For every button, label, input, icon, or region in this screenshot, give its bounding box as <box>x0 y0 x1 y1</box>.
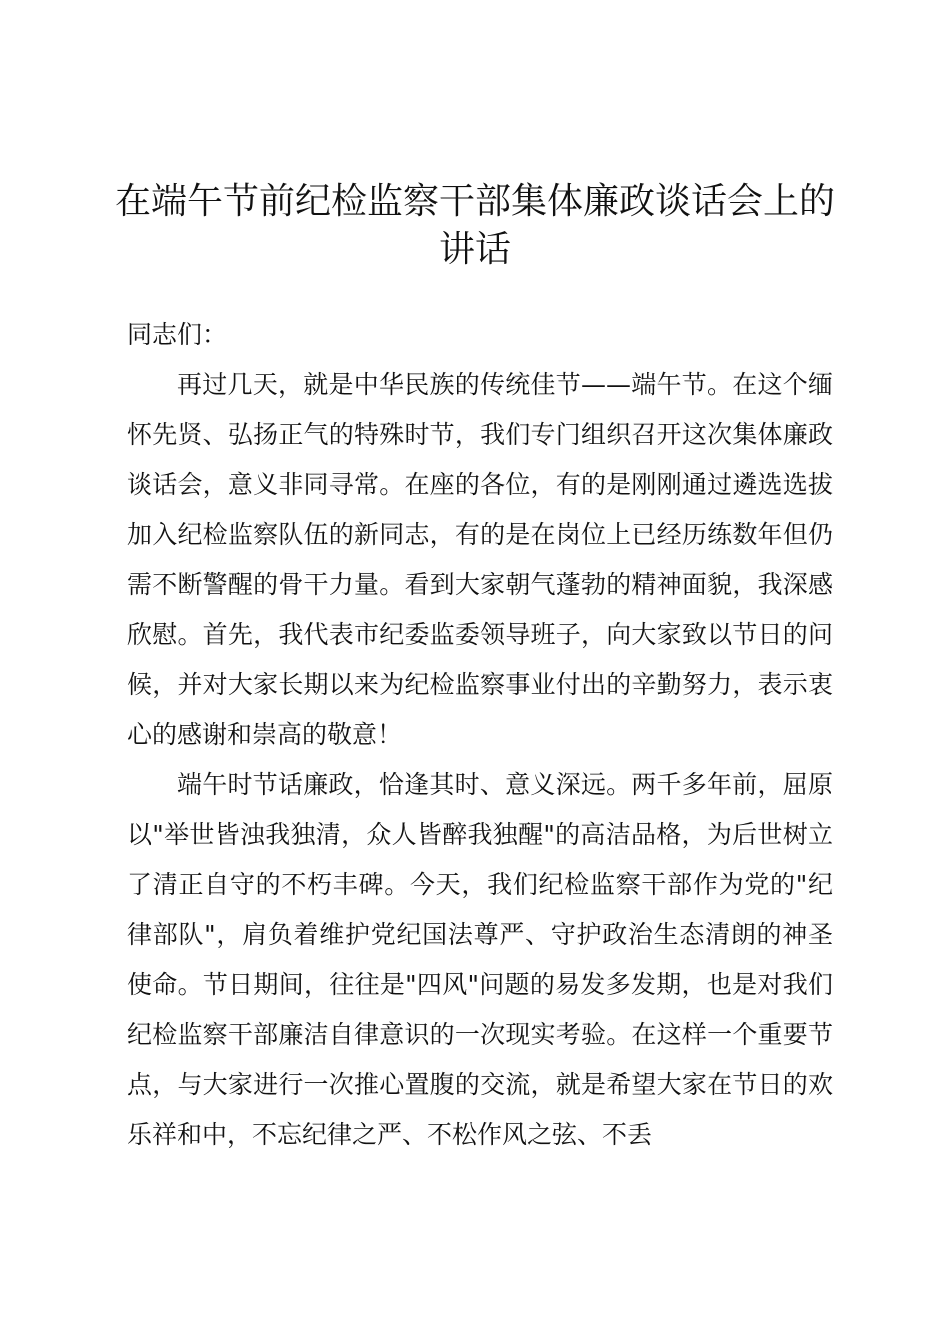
paragraph: 端午时节话廉政，恰逢其时、意义深远。两千多年前，屈原以"举世皆浊我独清，众人皆醉我独醒"的高洁品格，为后世树立了清正自守的不朽丰碑。今天，我们纪检监察干部作为党的"纪律部队"，肩负着维护党纪国法尊严、守护政治生态清朗的神圣使命。节日期间，往往是"四风"问题的易发多发期，也是对我们纪检监察干部廉洁自律意识的一次现实考验。在这样一个重要节点，与大家进行一次推心置腹的交流，就是希望大家在节日的欢乐祥和中，不忘纪律之严、不松作风之弦、不丢 <box>127 770 833 1149</box>
salutation: 同志们： <box>127 320 228 349</box>
paragraph: 再过几天，就是中华民族的传统佳节——端午节。在这个缅怀先贤、弘扬正气的特殊时节，我们专门组织召开这次集体廉政谈话会，意义非同寻常。在座的各位，有的是刚刚通过遴选选拔加入纪检监察队伍的新同志，有的是在岗位上已经历练数年但仍需不断警醒的骨干力量。看到大家朝气蓬勃的精神面貌，我深感欣慰。首先，我代表市纪委监委领导班子，向大家致以节日的问候，并对大家长期以来为纪检监察事业付出的辛勤努力，表示衷心的感谢和崇高的敬意！ <box>127 370 833 749</box>
document-title: 在端午节前纪检监察干部集体廉政谈话会上的讲话 <box>114 181 835 270</box>
document-body <box>127 310 833 1160</box>
